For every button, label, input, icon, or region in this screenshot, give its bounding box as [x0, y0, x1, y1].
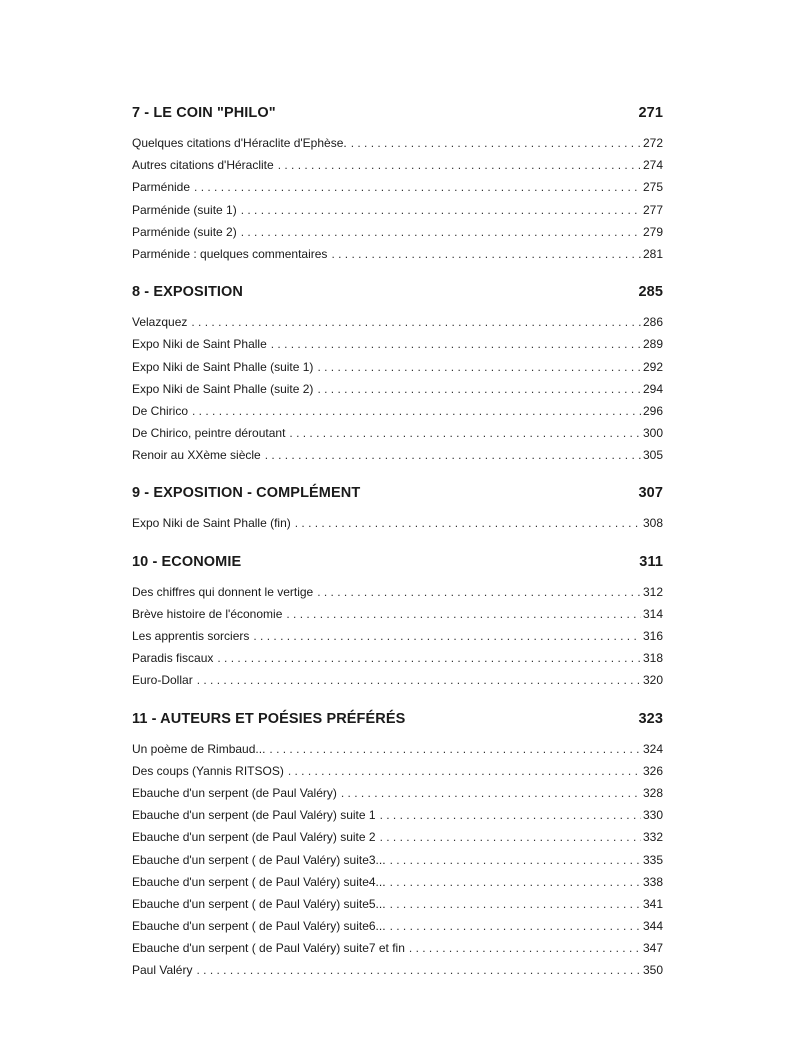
toc-entry[interactable]	[132, 311, 663, 333]
dot-leader	[241, 199, 641, 221]
entry-page-number: 335	[642, 852, 663, 867]
section-page-number: 271	[638, 105, 663, 121]
entry-page-number: 332	[642, 830, 663, 845]
toc-entry[interactable]	[132, 959, 663, 981]
toc-entry[interactable]	[132, 647, 663, 669]
entry-title: Ebauche d'un serpent ( de Paul Valéry) suite3...	[132, 852, 386, 867]
entry-title: Paul Valéry	[132, 963, 193, 978]
toc-entry[interactable]	[132, 154, 663, 176]
section-heading[interactable]	[132, 103, 663, 123]
entry-title: Des chiffres qui donnent le vertige	[132, 584, 314, 599]
entry-title: Euro-Dollar	[132, 673, 193, 688]
entry-page-number: 274	[642, 158, 663, 173]
toc-entry[interactable]	[132, 243, 663, 265]
entry-title: Renoir au XXème siècle	[132, 448, 261, 463]
dot-leader	[317, 378, 641, 400]
entry-title: Des coups (Yannis RITSOS)	[132, 763, 284, 778]
dot-leader	[265, 444, 641, 466]
toc-entry[interactable]	[132, 760, 663, 782]
entry-page-number: 286	[642, 315, 663, 330]
dot-leader	[331, 243, 641, 265]
dot-leader	[390, 849, 641, 871]
toc-entry[interactable]	[132, 581, 663, 603]
dot-leader	[317, 581, 641, 603]
dot-leader	[241, 221, 641, 243]
toc-entry[interactable]	[132, 400, 663, 422]
dot-leader	[380, 804, 641, 826]
entry-title: Ebauche d'un serpent (de Paul Valéry) suite 2	[132, 830, 376, 845]
entry-page-number: 300	[642, 426, 663, 441]
toc-entry[interactable]	[132, 444, 663, 466]
entry-page-number: 316	[642, 629, 663, 643]
toc-entry[interactable]	[132, 199, 663, 221]
entry-title: Parménide (suite 1)	[132, 202, 237, 217]
section-heading[interactable]	[132, 709, 663, 729]
entry-title: Ebauche d'un serpent ( de Paul Valéry) suite5...	[132, 896, 386, 911]
toc-entry[interactable]	[132, 669, 663, 691]
entry-title: Parménide (suite 2)	[132, 224, 237, 239]
toc-entry[interactable]	[132, 333, 663, 355]
dot-leader	[278, 154, 641, 176]
entry-title: Ebauche d'un serpent ( de Paul Valéry) suite7 et fin	[132, 941, 405, 956]
toc-entry[interactable]	[132, 176, 663, 198]
entry-title: Expo Niki de Saint Phalle (fin)	[132, 516, 291, 531]
entry-title: Ebauche d'un serpent (de Paul Valéry) suite 1	[132, 808, 376, 823]
section-title: 10 - ECONOMIE	[132, 553, 242, 570]
toc-entry[interactable]	[132, 871, 663, 893]
section-heading[interactable]	[132, 483, 663, 503]
dot-leader	[217, 647, 641, 669]
toc-entry[interactable]	[132, 826, 663, 848]
entry-title: Velazquez	[132, 315, 188, 330]
dot-leader	[196, 959, 640, 981]
section-heading[interactable]	[132, 282, 663, 302]
dot-leader	[409, 937, 641, 959]
section-title: 9 - EXPOSITION - COMPLÉMENT	[132, 485, 361, 502]
section-title: 7 - LE COIN "PHILO"	[132, 105, 276, 121]
entry-page-number: 350	[642, 963, 663, 978]
toc-entry[interactable]	[132, 132, 663, 154]
section-heading[interactable]	[132, 552, 663, 572]
section-page-number: 307	[638, 485, 663, 502]
toc-entry[interactable]	[132, 603, 663, 625]
dot-leader	[288, 760, 641, 782]
entry-page-number: 272	[642, 136, 663, 150]
entry-page-number: 312	[642, 584, 663, 599]
dot-leader	[317, 356, 641, 378]
entry-page-number: 344	[642, 919, 663, 934]
toc-entry[interactable]	[132, 625, 663, 647]
dot-leader	[286, 603, 641, 625]
entry-page-number: 318	[642, 651, 663, 666]
entry-page-number: 308	[642, 516, 663, 531]
dot-leader	[271, 333, 641, 355]
dot-leader	[390, 871, 641, 893]
entry-title: Expo Niki de Saint Phalle	[132, 337, 267, 352]
entry-page-number: 324	[642, 741, 663, 756]
toc-section	[132, 709, 663, 982]
section-page-number: 285	[638, 284, 663, 301]
entry-title: Brève histoire de l'économie	[132, 606, 283, 621]
toc-entry[interactable]	[132, 378, 663, 400]
section-page-number: 323	[638, 710, 663, 727]
entry-title: Ebauche d'un serpent ( de Paul Valéry) suite6...	[132, 919, 386, 934]
entry-title: Un poème de Rimbaud...	[132, 741, 266, 756]
entry-title: Quelques citations d'Héraclite d'Ephèse.	[132, 136, 347, 150]
dot-leader	[253, 625, 641, 647]
toc-entry[interactable]	[132, 849, 663, 871]
dot-leader	[390, 915, 641, 937]
entry-page-number: 279	[642, 224, 663, 239]
entry-title: Expo Niki de Saint Phalle (suite 2)	[132, 381, 314, 396]
toc-section	[132, 282, 663, 466]
section-title: 11 - AUTEURS ET POÉSIES PRÉFÉRÉS	[132, 710, 406, 727]
toc-entry[interactable]	[132, 738, 663, 760]
entry-title: De Chirico	[132, 403, 189, 418]
entry-page-number: 292	[642, 359, 663, 374]
entry-page-number: 281	[642, 246, 663, 261]
section-title: 8 - EXPOSITION	[132, 284, 243, 301]
entry-page-number: 296	[642, 403, 663, 418]
toc-entry[interactable]	[132, 356, 663, 378]
toc-entry[interactable]	[132, 422, 663, 444]
entry-page-number: 289	[642, 337, 663, 352]
toc-section	[132, 103, 663, 265]
entry-page-number: 326	[642, 763, 663, 778]
entry-title: Parménide : quelques commentaires	[132, 246, 328, 261]
entry-page-number: 341	[642, 896, 663, 911]
dot-leader	[192, 400, 641, 422]
entry-title: De Chirico, peintre déroutant	[132, 426, 286, 441]
dot-leader	[191, 311, 641, 333]
toc-entry[interactable]	[132, 512, 663, 534]
toc-entry[interactable]	[132, 915, 663, 937]
entry-page-number: 275	[642, 180, 663, 195]
toc-section	[132, 552, 663, 692]
entry-page-number: 314	[642, 606, 663, 621]
entry-page-number: 294	[642, 381, 663, 396]
entry-page-number: 338	[642, 874, 663, 889]
toc-entry[interactable]	[132, 893, 663, 915]
entry-title: Autres citations d'Héraclite	[132, 158, 274, 173]
dot-leader	[295, 512, 641, 534]
entry-title: Les apprentis sorciers	[132, 629, 250, 643]
toc-section	[132, 483, 663, 534]
entry-title: Parménide	[132, 180, 191, 195]
toc-entry[interactable]	[132, 937, 663, 959]
dot-leader	[390, 893, 641, 915]
entry-page-number: 320	[642, 673, 663, 688]
entry-page-number: 328	[642, 785, 663, 800]
toc-entry[interactable]	[132, 782, 663, 804]
toc-entry[interactable]	[132, 221, 663, 243]
table-of-contents	[132, 103, 663, 999]
section-page-number: 311	[639, 553, 663, 570]
dot-leader	[289, 422, 641, 444]
dot-leader	[194, 176, 641, 198]
toc-entry[interactable]	[132, 804, 663, 826]
entry-page-number: 347	[642, 941, 663, 956]
dot-leader	[341, 782, 641, 804]
entry-title: Ebauche d'un serpent (de Paul Valéry)	[132, 785, 337, 800]
dot-leader	[269, 738, 641, 760]
dot-leader	[380, 826, 641, 848]
dot-leader	[351, 132, 641, 154]
dot-leader	[197, 669, 641, 691]
entry-title: Expo Niki de Saint Phalle (suite 1)	[132, 359, 314, 374]
entry-title: Paradis fiscaux	[132, 651, 214, 666]
entry-page-number: 277	[642, 202, 663, 217]
entry-page-number: 305	[642, 448, 663, 463]
entry-title: Ebauche d'un serpent ( de Paul Valéry) suite4...	[132, 874, 386, 889]
entry-page-number: 330	[642, 808, 663, 823]
